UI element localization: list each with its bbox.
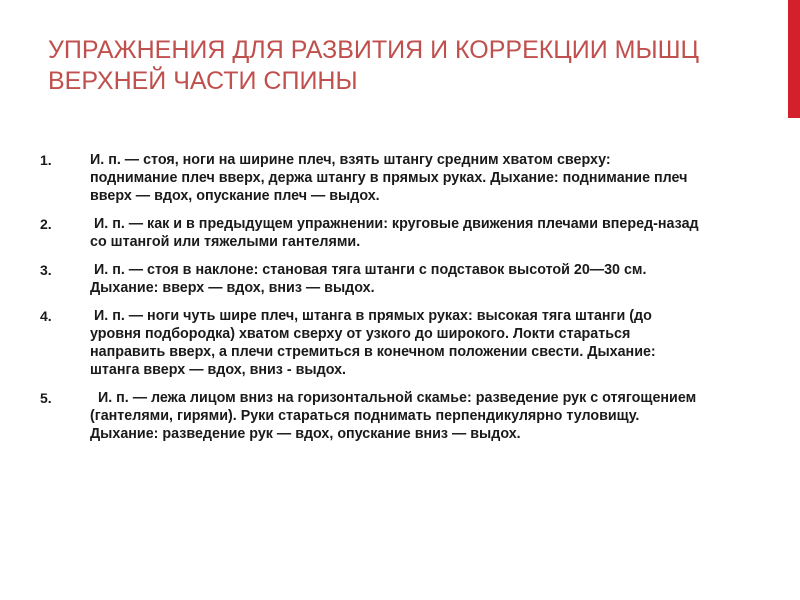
list-item-number: 1. — [40, 152, 52, 168]
list-item-text: И. п. — стоя в наклоне: становая тяга штанги с подставок высотой 20—30 см. Дыхание: вверх — вдох, вниз — выдох. — [90, 262, 651, 296]
list-item-text: И. п. — ноги чуть шире плеч, штанга в прямых руках: высокая тяга штанги (до уровня подбородка) хватом сверху от узкого до широкого. Локти стараться направить вверх, а плечи стремиться в конечном положении свести. Дыхание: штанга вверх — вдох, вниз - выдох. — [90, 308, 660, 378]
list-item — [40, 389, 700, 443]
list-item — [40, 151, 700, 205]
list-item — [40, 307, 700, 379]
accent-bar — [788, 0, 800, 118]
list-item-text: И. п. — стоя, ноги на ширине плеч, взять штангу средним хватом сверху: поднимание плеч вверх, держа штангу в прямых руках. Дыхание: поднимание плеч вверх — вдох, опускание плеч — выдох. — [90, 152, 692, 204]
list-item — [40, 215, 703, 251]
list-item — [40, 261, 700, 297]
list-item-text: И. п. — как и в предыдущем упражнении: круговые движения плечами вперед-назад со штангой или тяжелыми гантелями. — [90, 216, 703, 250]
slide-title: УПРАЖНЕНИЯ ДЛЯ РАЗВИТИЯ И КОРРЕКЦИИ МЫШЦ ВЕРХНЕЙ ЧАСТИ СПИНЫ — [48, 36, 700, 95]
list-item-number: 2. — [40, 216, 52, 232]
list-item-number: 3. — [40, 262, 52, 278]
list-item-number: 4. — [40, 308, 52, 324]
list-item-number: 5. — [40, 390, 52, 406]
exercise-list — [40, 151, 703, 453]
list-item-text: И. п. — лежа лицом вниз на горизонтальной скамье: разведение рук с отягощением (гантелями, гирями). Руки стараться поднимать перпендикулярно туловищу. Дыхание: разведение рук — вдох, опускание вниз — выдох. — [90, 390, 701, 442]
